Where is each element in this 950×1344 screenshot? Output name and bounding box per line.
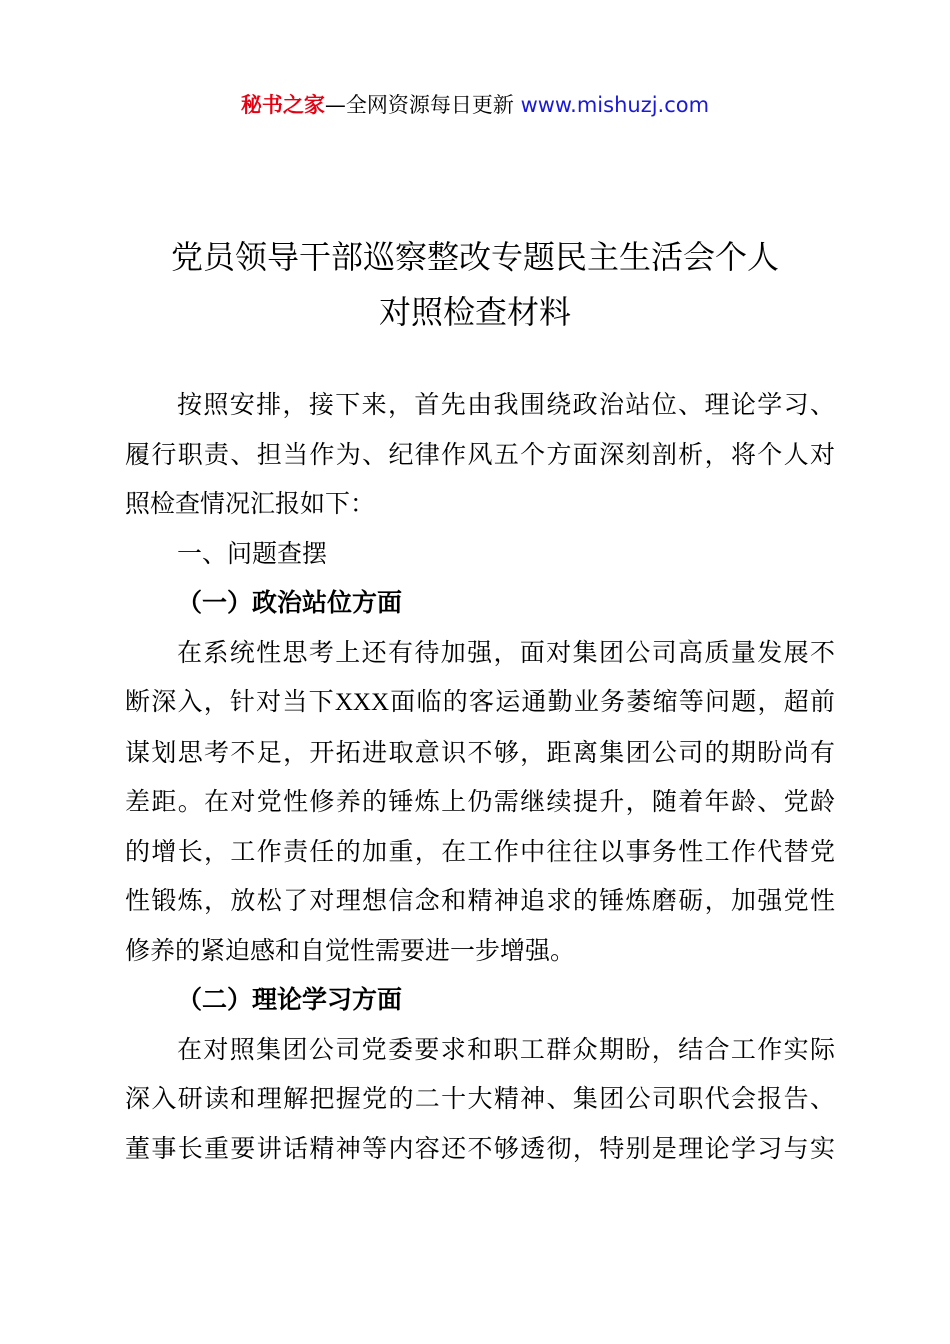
document-body <box>125 380 835 1173</box>
paragraph-line: 在系统性思考上还有待加强，面对集团公司高质量发展不 <box>177 637 835 667</box>
subsection-heading-political: （一）政治站位方面 <box>177 588 403 617</box>
paragraph-line: 谋划思考不足，开拓进取意识不够，距离集团公司的期盼尚有 <box>125 737 835 767</box>
theory-paragraph <box>125 1025 835 1174</box>
intro-paragraph <box>125 380 835 529</box>
paragraph-line: 照检查情况汇报如下： <box>125 489 376 518</box>
section-heading-problems: 一、问题查摆 <box>177 538 328 568</box>
site-brand: 秘书之家 <box>240 93 325 117</box>
paragraph-line: 性锻炼，放松了对理想信念和精神追求的锤炼磨砺，加强党性 <box>125 886 835 915</box>
site-url-link[interactable]: www.mishuzj.com <box>520 93 710 117</box>
paragraph-line: 履行职责、担当作为、纪律作风五个方面深刻剖析，将个人对 <box>125 439 835 469</box>
document-title <box>100 230 850 340</box>
paragraph-line: 的增长，工作责任的加重，在工作中往往以事务性工作代替党 <box>125 836 835 866</box>
subsection-heading-theory: （二）理论学习方面 <box>177 985 403 1014</box>
placeholder-code: XXX <box>334 689 390 716</box>
paragraph-line: 董事长重要讲话精神等内容还不够透彻，特别是理论学习与实 <box>125 1133 835 1163</box>
paragraph-line: 差距。在对党性修养的锤炼上仍需继续提升，随着年龄、党龄 <box>125 787 835 816</box>
title-line-1: 党员领导干部巡察整改专题民主生活会个人 <box>170 238 779 276</box>
site-header <box>0 88 950 122</box>
paragraph-line: 深入研读和理解把握党的二十大精神、集团公司职代会报告、 <box>125 1084 835 1113</box>
political-paragraph <box>125 628 835 976</box>
line-segment: 断深入，针对当下 <box>125 687 335 716</box>
title-line-2: 对照检查材料 <box>378 293 571 331</box>
paragraph-line: 按照安排，接下来，首先由我围绕政治站位、理论学习、 <box>177 390 835 419</box>
line-segment: 面临的客运通勤业务萎缩等问题，超前 <box>389 687 835 716</box>
paragraph-line <box>125 677 835 728</box>
paragraph-line: 修养的紧迫感和自觉性需要进一步增强。 <box>125 935 576 965</box>
site-slogan: —全网资源每日更新 <box>324 93 514 117</box>
paragraph-line: 在对照集团公司党委要求和职工群众期盼，结合工作实际 <box>177 1034 835 1064</box>
